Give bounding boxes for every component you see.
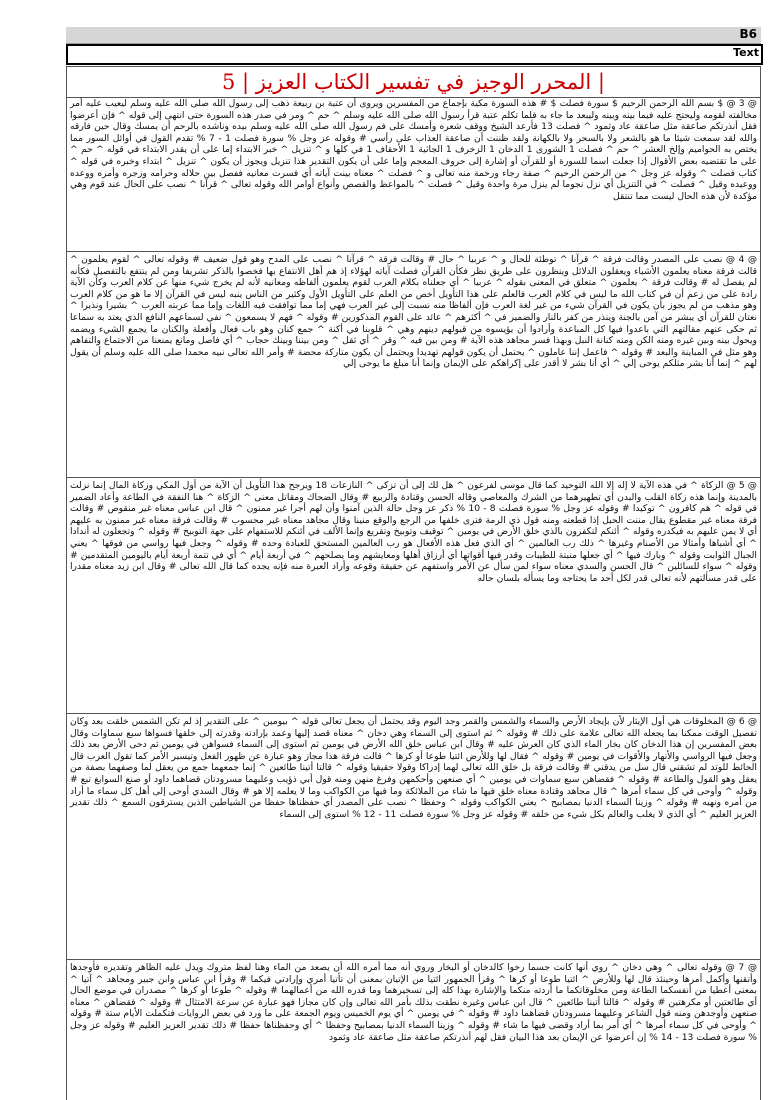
spreadsheet-header-bar — [66, 27, 761, 44]
text-cell[interactable]: @ 5 @ الزكاة ^ في هذه الآية لا إله إلا الله التوحيد كما قال موسى لفرعون ^ هل لك إلى أن تزكى ^ النازعات 18 ويرجح هذا التأويل أن الآية من أول المكي وزكاة المال إنما نزلت بالمدينة وإنما هذه زكاة القلب والبدن أي تطهيرهما من الشرك والمعاصي وقاله الحسن وقتادة والربيع # وقال الضحاك ومقاتل معنى ^ الزكاة ^ هنا النفقة في الطاعة وأعاد الضمير في قوله ^ هم كافرون ^ توكيدا # وقوله عز وجل % سورة فصلت 8 - 10 % ذكر عز وجل حالة الذين آمنوا وأن لهم أجرا غير ممنون ^ قال ابن عباس معناه غير منقوص # وقالت فرقة معناه غير مقطوع يقال مننت الحبل إذا قطعته ومنه قول ذي الرمة فترى خلفها من الرجع والوقع منينا وقال مجاهد معناه غير محسوب # وقالت فرقة معناه غير ممنون به عليهم أي لا يمن عليهم به فيكدره وقوله ^ أئنكم لتكفرون بالذي خلق الأرض في يومين ^ توقيف وتوبيخ وتقريع وإنما الألف في أئنكم للاستفهام على جهة التوبيخ # وقوله ^ وتجعلون له أندادا ^ أي أشباها وأمثالا من الأصنام وغيرها ^ ذلك رب العالمين ^ أي الذي فعل هذه الأفعال هو رب العالمين المستحق للعبادة وحده # وقوله ^ وجعل فيها رواسي من فوقها ^ يعني الجبال الثوابت وقوله ^ وبارك فيها ^ أي جعلها منبتة للطيبات وقدر فيها أقواتها أي أرزاق أهلها ومعايشهم وما يصلحهم ^ في أربعة أيام ^ أي في تتمة أربعة أيام باليومين المتقدمين # وقوله ^ سواء للسائلين ^ قال الحسن والسدي معناه سواء لمن سأل عن الأمر واستفهم عن حقيقة وقوعه وأراد العبرة منه فإنه يجده كما قال الله تعالى # وقال ابن زيد معناه مقدرا على قدر مسألتهم لأنه تعالى قدر لكل أحد ما يحتاجه وما يسأله بلسان حاله — [66, 478, 761, 714]
text-cell[interactable]: @ 6 @ المخلوقات هي أول الإيثار لأن بإيجاد الأرض والسماء والشمس والقمر وجد اليوم وقد يحتمل أن يجعل تعالى قوله ^ بيومين ^ على التقدير إذ لم تكن الشمس خلقت بعد وكان تفصيل الوقت ممكنا بما يجعله الله تعالى علامة على ذلك # وقوله ^ ثم استوى إلى السماء وهي دخان ^ معناه قصد إليها وعمد بإرادته وقدرته إلى خلقها فسواها سبع سماوات وقال بعض المفسرين إن هذا الدخان كان بخار الماء الذي كان العرش عليه # وقال ابن عباس خلق الله الأرض في يومين ثم استوى إلى السماء فسواهن في يومين ثم دحى الأرض بعد ذلك وجعل فيها الرواسي والأنهار والأقوات في يومين # وقوله ^ فقال لها وللأرض ائتيا طوعا أو كرها ^ قالت فرقة هذا مجاز وهو عبارة عن ظهور الفعل وتيسير الأمر كما تقول العرب قال الحائط للوتد لم تشقني قال سل من يدقني # وقالت فرقة بل خلق الله تعالى لهما إدراكا وقولا حقيقيا وقوله ^ قالتا أتينا طائعين ^ إنما جمعهما جمع من يعقل لما وصفهما بصفة من يعقل وهو القول والطاعة # وقوله ^ فقضاهن سبع سماوات في يومين ^ أي صنعهن وأحكمهن وفرغ منهن ومنه قول أبي ذؤيب وعليهما مسرودتان قضاهما داود أو صنع السوابغ تبع # وقوله ^ وأوحى في كل سماء أمرها ^ قال مجاهد وقتادة معناه خلق فيها ما شاء من الملائكة وما فيها من الكواكب وما لا يعلمه إلا هو # وقال السدي أوحى إلى أهل كل سماء ما أراد من أمره ونهيه # وقوله ^ وزينا السماء الدنيا بمصابيح ^ يعني الكواكب وقوله ^ وحفظا ^ نصب على المصدر أي حفظناها حفظا من الشياطين الذين يسترقون السمع ^ ذلك تقدير العزيز العليم ^ أي الذي لا يغلب والعالم بكل شيء من خلقه # وقوله عز وجل % سورة فصلت 11 - 12 % استوى إلى السماء — [66, 714, 761, 960]
text-cells — [66, 96, 761, 1100]
sheet-name: B6 — [739, 27, 757, 41]
book-title-cell[interactable] — [66, 66, 761, 98]
column-label: Text — [733, 46, 759, 59]
text-cell[interactable]: @ 7 @ وقوله تعالى ^ وهي دخان ^ روي أنها كانت جسما رخوا كالدخان أو البخار وروي أنه مما أمره الله أن يصعد من الماء وهنا لفظ متروك ويدل عليه الظاهر وتقديره فأوجدها وأتقنها وأكمل أمرها وحينئذ قال لها وللأرض ^ ائتيا طوعا أو كرها ^ وقرأ الجمهور ائتيا من الإتيان بمعنى أن تأتيا أمري وإرادتي فيكما # وقرأ ابن عباس وابن جبير ومجاهد ^ آتيا ^ بمعنى أعطيا من أنفسكما الطاعة ومن مخلوقاتكما ما أردته منكما والإشارة بهذا كله إلى تسخيرهما وما قدره الله من أعمالهما # وقوله ^ طوعا أو كرها ^ مصدران في موضع الحال أي طائعتين أو مكرهتين # وقوله ^ قالتا أتينا طائعين ^ قال ابن عباس وغيره نطقت بذلك بأمر الله تعالى وإن كان مجازا فهو عبارة عن سرعة الامتثال # وقوله ^ فقضاهن ^ معناه صنعهن وأوجدهن ومنه قول الشاعر وعليهما مسرودتان قضاهما داود # وقوله ^ في يومين ^ أي يوم الخميس ويوم الجمعة على ما ورد في بعض الروايات فتكملت الأيام ستة # وقوله ^ وأوحى في كل سماء أمرها ^ أي أمر بما أراد وقضى فيها ما شاء # وقوله ^ وزينا السماء الدنيا بمصابيح وحفظا ^ أي وحفظناها حفظا # ذلك تقدير العزيز العليم # وقوله عز وجل % سورة فصلت 13 - 14 % إن أعرضوا عن الإيمان بعد هذا البيان فقل لهم أنذرتكم صاعقة مثل صاعقة عاد وثمود — [66, 960, 761, 1100]
column-header[interactable] — [66, 44, 763, 65]
text-cell[interactable]: @ 3 @ $ بسم الله الرحمن الرحيم $ سورة فصلت $ # هذه السورة مكية بإجماع من المفسرين ويروى أن عتبة بن ربيعة ذهب إلى رسول الله صلى الله عليه وسلم ليعيب عليه أمر مخالفته لقومه وليحتج عليه فيما بينه وبينه وليبعد ما جاء به فلما تكلم عتبة قرأ رسول الله صلى الله عليه وسلم ^ حم ^ ومر في صدر هذه السورة حتى انتهى إلى قوله ^ فإن أعرضوا فقل أنذرتكم صاعقة مثل صاعقة عاد وثمود ^ فصلت 13 فأرعد الشيخ ووقف شعره وأمسك على فم رسول الله صلى الله عليه وسلم بيده وناشده بالرحم أن يمسك وقال حين فارقه والله لقد سمعت شيئا ما هو بالشعر ولا بالسحر ولا بالكهانة ولقد ظننت أن صاعقة العذاب على رأسي # وقوله عز وجل % سورة فصلت 1 - 7 % تقدم القول في أوائل السور مما يختص به الحواميم وإلخ العشر ^ حم ^ فصلت 1 الشورى 1 الدخان 1 الزخرف 1 الجاثية 1 الأحقاف 1 في كلها و ^ تنزيل ^ خبر الابتداء إما على أن يقدر الابتداء في قوله ^ حم ^ على ما تقتضيه بعض الأقوال إذا جعلت اسما للسورة أو للقرآن أو إشارة إلى حروف المعجم وإما على أن يكون التقدير هذا تنزيل ويجوز أن يكون ^ تنزيل ^ ابتداء وخبره في قوله ^ كتاب فصلت ^ وقوله عز وجل ^ من الرحمن الرحيم ^ صفة رجاء ورحمة منه تعالى و ^ فصلت ^ معناه بينت آياته أي فسرت معانيه ففصل بين حلاله وحرامه وزجره وأمره ووعده ووعيده وقيل ^ فصلت ^ في التنزيل أي نزل نجوما لم ينزل مرة واحدة وقيل ^ فصلت ^ بالمواعظ والقصص وأنواع أوامر الله وقوله تعالى ^ قرآنا ^ نصب على الحال عند قوم وهي مؤكدة لأن هذه الحال ليست مما تنتقل — [66, 96, 761, 252]
text-cell[interactable]: @ 4 @ نصب على المصدر وقالت فرقة ^ قرآنا ^ توطئة للحال و ^ عربيا ^ حال # وقالت فرقة ^ قرآنا ^ نصب على المدح وهو قول ضعيف # وقوله تعالى ^ لقوم يعلمون ^ قالت فرقة معناه يعلمون الأشياء ويعقلون الدلائل وينظرون على طريق نظر فكأن القرآن فصلت آياته لهؤلاء إذ هم أهل الانتفاع بها فخصوا بالذكر تشريفا ومن لم ينتفع بالتفصيل فكأنه لم يفصل له # وقالت فرقة ^ يعلمون ^ متعلق في المعنى بقوله ^ عربيا ^ أي جعلناه بكلام العرب لقوم يعلمون ألفاظه ومعانيه لأنه لم يخرج شيء منها عن كلام العرب وكأن الآية رادة على من زعم أن في كتاب الله ما ليس في كلام العرب فالعلم على هذا التأويل أخص من العلم على التأويل الأول وكثير من الناس ينبه ليس في القرآن إلا ما هو من كلام العرب وهو مذهب من لم يجوز بأن يكون في القرآن شيء من غير لغة العرب فإن ألفاظا منه نسبت إلى غير العرب فهي إما مما توافقت فيه اللغات وإما مما عربته العرب ^ بشيرا ونذيرا ^ نعتان للقرآن أي يبشر من آمن بالجنة وينذر من كفر بالنار والضمير في ^ أكثرهم ^ عائد على القوم المذكورين # وقوله ^ فهم لا يسمعون ^ نفي لسماعهم النافع الذي يعتد به سماعا ثم حكى عنهم مقالتهم التي باعدوا فيها كل المباعدة وأرادوا أن يؤيسوه من قبولهم دينهم وهي ^ قلوبنا في أكنة ^ جمع كنان وهو باب فعال وأفعلة والكنان ما يجمع الشيء ويضمه ويحول بينه وبين غيره ومنه الكن ومنه كنانة النبل وبهذا فسر مجاهد هذه الآية # ومن بين فيه ^ وقر ^ أي ثقل ^ ومن بيننا وبينك حجاب ^ أي فاصل ومانع يمنعنا من الاجتماع والتفاهم وهو مثل في المباينة والبعد # وقوله ^ فاعمل إننا عاملون ^ يحتمل أن يكون قولهم تهديدا ويحتمل أن يكون متاركة محضة # وأمر الله تعالى نبيه محمدا صلى الله عليه وسلم أن يقول لهم ^ إنما أنا بشر مثلكم يوحى إلي ^ أي أنا بشر لا أقدر على إكراهكم على الإيمان وإنما أنا مبلغ ما يوحى إلي — [66, 252, 761, 478]
book-title: المحرر الوجيز في تفسير الكتاب العزيز | 5 | — [222, 70, 605, 94]
